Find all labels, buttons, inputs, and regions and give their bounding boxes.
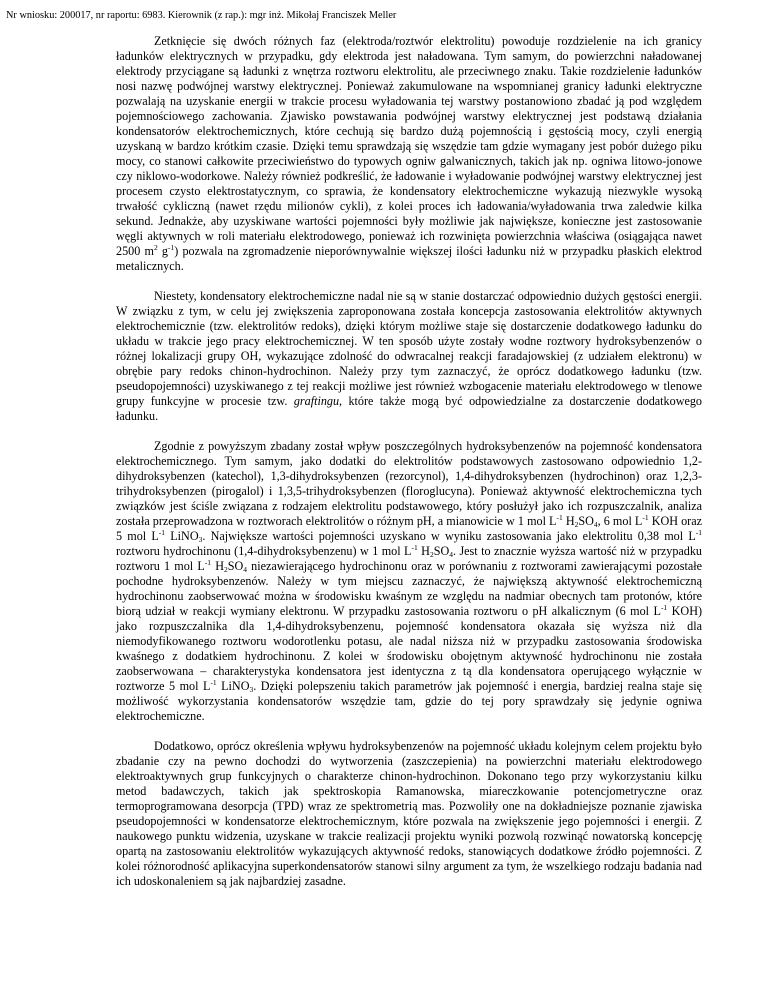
paragraph-text-run: -1 [642, 513, 649, 522]
paragraph-text-run: 2 [574, 520, 579, 529]
paragraph-text-run: -1 [158, 528, 166, 537]
paragraph-text-run: -1 [411, 543, 418, 552]
paragraph-1 [116, 34, 702, 274]
paragraph-3 [116, 439, 702, 724]
paragraph-text-run: KOH) jako rozpuszczalnika dla 1,4-dihydroksybenzenu, pojemność kondensatora okazała się wyższa niż dla niemodyfikowanego roztworu wodorotlenku potasu, ale nadal niższa niż w przypadku zastosowania środowiska kwaśnego z dodatkiem hydrochinonu. Z kolei w środowisku obojętnym aktywność hydrochinonu nie została zaobserwowana – charakterystyka kondensatora jest identyczna z tą dla kondensatora operującego wyłącznie w roztworze 5 mol L [116, 604, 702, 693]
paragraph-text-run: 2 [153, 243, 158, 252]
paragraph-text-run: Dodatkowo, oprócz określenia wpływu hydroksybenzenów na pojemność układu kolejnym celem projektu było zbadanie czy na pewno dochodzi do wytworzenia (zaszczepienia) na powierzchni materiału elektrodowego elektroaktywnych grup funkcyjnych o charakterze chinon-hydrochinon. Dokonano tego przy wykorzystaniu kilku metod badawczych, takich jak spektroskopia Ramanowska, miareczkowanie potencjometryczne oraz termoprogramowana desorpcja (TPD) wraz ze spektrometrią mas. Pozwoliły one na dokładniejsze poznanie zjawiska pseudopojemności w kondensatorze elektrochemicznym, które pozwala na zwiększenie jego pojemności i energii. Z naukowego punktu widzenia, uzyskane w trakcie realizacji projektu wyniki pozwolą rozwinąć nowatorską koncepcję opartą na zastosowaniu elektrolitów wykazujących aktywność redoks, stanowiących dodatkowe źródło pojemności. Z kolei różnorodność aplikacyjna superkondensatorów stanowi silny argument za tym, że wszelkiego rodzaju badania nad ich udoskonaleniem są jak najbardziej zasadne. [116, 739, 702, 888]
paragraph-text-run: SO [433, 544, 450, 558]
paragraph-2 [116, 289, 702, 424]
paragraph-text-run: Niestety, kondensatory elektrochemiczne nadal nie są w stanie dostarczać odpowiednio dużych gęstości energii. W związku z tym, w celu jej zwiększenia zaproponowana została koncepcja zastosowania elektrolitów aktywnych elektrochemicznie (tzw. elektrolitów redoks), dzięki którym możliwe staje się dostarczenie dodatkowego ładunku do układu w trakcie jego pracy elektrochemicznej. W ten sposób użyte zostały wodne roztwory hydroksybenzenów o różnej lokalizacji grupy OH, wykazujące zdolność do odwracalnej reakcji faradajowskiej (z udziałem elektronu) w obrębie pary redoks chinon-hydrochinon. Należy przy tym zaznaczyć, że oprócz dodatkowego ładunku (tzw. pseudopojemności) uzyskiwanego z tej reakcji możliwe jest również wzbogacenie materiału elektrodowego w tlenowe grupy funkcyjne w procesie tzw. [116, 289, 702, 408]
paragraph-text-run: , które także mogą być odpowiedzialne za dostarczenie dodatkowego ładunku. [116, 394, 702, 423]
paragraph-text-run: ) pozwala na zgromadzenie nieporównywalnie większej ilości ładunku niż w przypadku płaskich elektrod metalicznych. [116, 244, 703, 273]
document-body [116, 34, 702, 904]
paragraph-text-run: . Dzięki polepszeniu takich parametrów jak pojemność i energia, bardziej realna staje się możliwość wykorzystania kondensatorów wszędzie tam, gdzie do tej pory sprawdzały się jedynie ogniwa elektrochemiczne. [116, 679, 702, 723]
paragraph-text-run: SO [227, 559, 244, 573]
paragraph-text-run: H [211, 559, 224, 573]
paragraph-text-run: -1 [204, 558, 212, 567]
paragraph-text-run: 4 [593, 520, 598, 529]
paragraph-text-run: niezawierającego hydrochinonu oraz w porównaniu z roztworami zawierającymi pozostałe pochodne hydroksybenzenów. Należy w tym miejscu zaznaczyć, że największą aktywność elektrochemiczną hydrochinonu zaobserwować można w środowisku kwaśnym ze względu na nadmiar obecnych tam protonów, które biorą udział w reakcji wymiany elektronu. W przypadku zastosowania roztworu o pH alkalicznym (6 mol L [116, 559, 702, 618]
paragraph-text-run: KOH oraz 5 mol L [116, 514, 702, 543]
paragraph-text-run: . Największe wartości pojemności uzyskano w wyniku zastosowania jako elektrolitu 0,38 mol L [202, 529, 696, 543]
paragraph-text-run: -1 [695, 528, 703, 537]
paragraph-text-run: Zgodnie z powyższym zbadany został wpływ poszczególnych hydroksybenzenów na pojemność kondensatora elektrochemicznego. Tym samym, jako dodatki do elektrolitów podstawowych zastosowano odpowiednio 1,2-dihydroksybenzen (katechol), 1,3-dihydroksybenzen (rezorcynol), 1,4-dihydroksybenzen (hydrochinon) oraz 1,2,3-trihydroksybenzen (pirogalol) i 1,3,5-trihydroksybenzen (floroglucyna). Ponieważ aktywność elektrochemiczna tych związków jest ściśle związana z rodzajem elektrolitu podstawowego, który posłużył jako ich rozpuszczalnik, analiza została przeprowadzona w roztworach elektrolitów o różnym pH, a mianowicie w 1 mol L [116, 439, 702, 528]
paragraph-text-run: 4 [243, 565, 247, 574]
paragraph-text-run: H [562, 514, 575, 528]
paragraph-text-run: , 6 mol L [597, 514, 643, 528]
paragraph-text-run: -1 [660, 603, 668, 612]
paragraph-text-run: LiNO [165, 529, 199, 543]
paragraph-text-run: 3 [198, 535, 203, 544]
paragraph-text-run: 3 [249, 685, 254, 694]
paragraph-text-run: -1 [556, 513, 563, 522]
paragraph-text-run: 2 [429, 550, 434, 559]
paragraph-4 [116, 739, 702, 889]
report-header: Nr wniosku: 200017, nr raportu: 6983. Kierownik (z rap.): mgr inż. Mikołaj Franciszek Meller [6, 10, 397, 21]
paragraph-text-run: 2 [223, 565, 228, 574]
paragraph-text-run: SO [578, 514, 594, 528]
paragraph-text-run: LiNO [216, 679, 250, 693]
paragraph-text-run: H [417, 544, 430, 558]
paragraph-text-run: -1 [210, 678, 217, 687]
paragraph-text-run: g [157, 244, 168, 258]
paragraph-text-run: Zetknięcie się dwóch różnych faz (elektroda/roztwór elektrolitu) powoduje rozdzielenie na ich granicy ładunków elektrycznych w przypadku, gdy elektroda jest naładowana. Tym samym, do powierzchni naładowanej elektrody przyciągane są ładunki z wnętrza roztworu elektrolitu, ale przeciwnego znaku. Takie rozdzielenie ładunków nosi nazwę podwójnej warstwy elektrycznej. Ponieważ zakumulowane na wspomnianej granicy ładunki elektryczne pozwalają na uzyskanie energii w trakcie procesu wyładowania tej warstwy postanowiono zbadać ją pod względem pojemnościowego zachowania. Zjawisko powstawania podwójnej warstwy elektrycznej jest podstawą działania kondensatorów elektrochemicznych, które cechują się bardzo dużą pojemnością i gęstością mocy, czyli energią uzyskaną w bardzo krótkim czasie. Dzięki temu sprawdzają się wszędzie tam gdzie wymagany jest pobór dużego piku mocy, co stanowi całkowite przeciwieństwo do typowych ogniw galwanicznych, takich jak np. ogniwa litowo-jonowe czy niklowo-wodorkowe. Należy również podkreślić, że ładowanie i wyładowanie podwójnej warstwy elektrycznej jest procesem czysto elektrostatycznym, co sprawia, że kondensatory elektrochemiczne wykazują niezwykle wysoką trwałość cykliczną (nawet rzędu milionów cykli), z kolei proces ich ładowania/wyładowania trwa zaledwie kilka sekund. Jednakże, aby uzyskiwane wartości pojemności były możliwie jak największe, konieczne jest zastosowanie węgli aktywnych w roli materiału elektrodowego, ponieważ ich rozwinięta powierzchnia właściwa (osiągająca nawet 2500 m [116, 34, 702, 258]
paragraph-text-run: -1 [167, 243, 175, 252]
paragraph-text-run: graftingu [293, 394, 340, 408]
paragraph-text-run: roztworu hydrochinonu (1,4-dihydroksybenzenu) w 1 mol L [116, 544, 412, 558]
paragraph-text-run: . Jest to znacznie wyższa wartość niż w przypadku roztworu 1 mol L [116, 544, 702, 573]
paragraph-text-run: 4 [449, 550, 453, 559]
